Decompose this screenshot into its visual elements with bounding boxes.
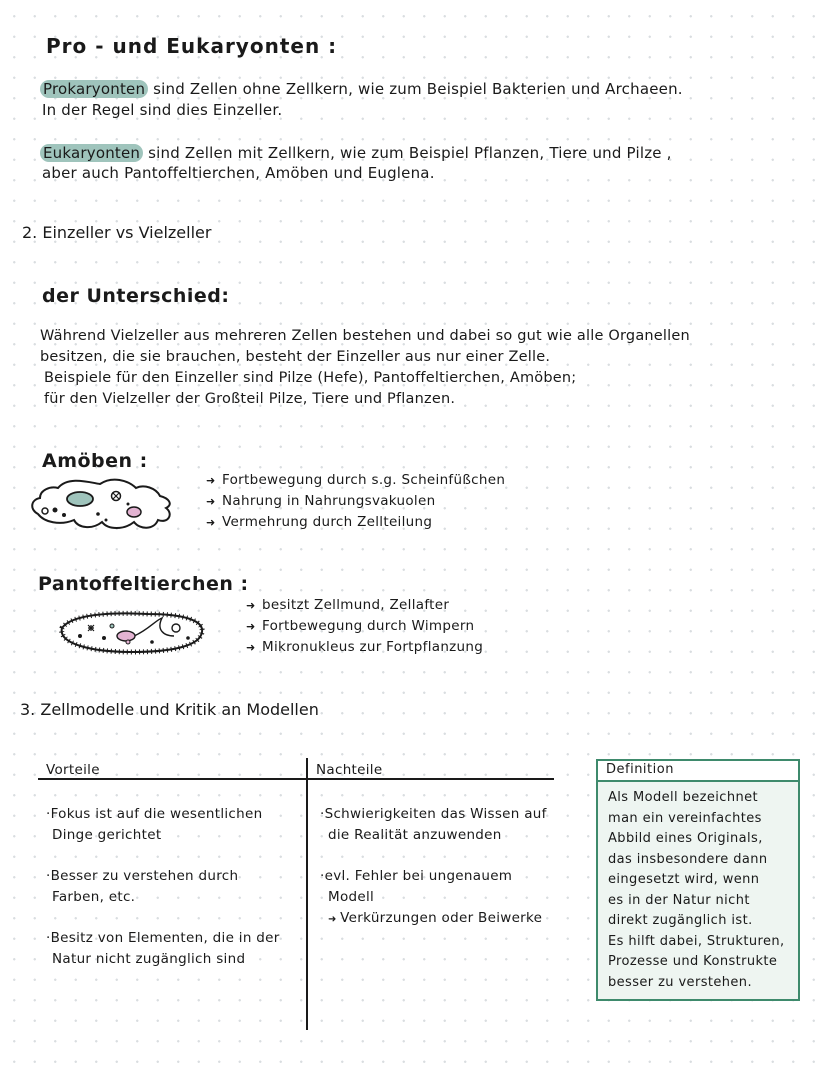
amoeba-bullets bbox=[206, 470, 505, 533]
table-column-divider bbox=[306, 758, 308, 1030]
amoeba-illustration bbox=[28, 474, 178, 534]
unterschied-subheading: der Unterschied: bbox=[42, 285, 230, 307]
list-item: ➜ besitzt Zellmund, Zellafter bbox=[246, 595, 483, 616]
list-item: ➜ Fortbewegung durch s.g. Scheinfüßchen bbox=[206, 470, 505, 491]
unterschied-line-4: für den Vielzeller der Großteil Pilze, Tiere und Pflanzen. bbox=[44, 391, 456, 407]
list-item: ➜ Nahrung in Nahrungsvakuolen bbox=[206, 491, 505, 512]
advantage-item-2: ·Besser zu verstehen durch Farben, etc. bbox=[46, 868, 239, 905]
table-header-divider bbox=[38, 778, 554, 780]
list-item: ➜ Fortbewegung durch Wimpern bbox=[246, 616, 483, 637]
prokaryonten-line1: Prokaryonten sind Zellen ohne Zellkern, wie zum Beispiel Bakterien und Archaeen. bbox=[40, 80, 683, 98]
prokaryonten-line2: In der Regel sind dies Einzeller. bbox=[42, 101, 283, 119]
eukaryonten-line2: aber auch Pantoffeltierchen, Amöben und Euglena. bbox=[42, 164, 435, 182]
definition-title: Definition bbox=[598, 761, 798, 782]
arrow-icon: ➜ bbox=[206, 474, 216, 487]
paramecium-bullets bbox=[246, 595, 483, 658]
paramecium-illustration bbox=[52, 606, 212, 658]
disadvantage-item-1: ·Schwierigkeiten das Wissen auf die Realität anzuwenden bbox=[320, 806, 547, 843]
eukaryonten-term: Eukaryonten bbox=[40, 144, 143, 162]
unterschied-line-1: Während Vielzeller aus mehreren Zellen bestehen und dabei so gut wie alle Organellen bbox=[40, 328, 690, 344]
list-item: ➜ Vermehrung durch Zellteilung bbox=[206, 512, 505, 533]
disadvantage-item-2: ·evl. Fehler bei ungenauem Modell ➜ Verkürzungen oder Beiwerke bbox=[320, 868, 543, 926]
section3-heading: 3. Zellmodelle und Kritik an Modellen bbox=[20, 700, 319, 719]
advantage-item-1: ·Fokus ist auf die wesentlichen Dinge gerichtet bbox=[46, 806, 263, 843]
advantage-item-3: ·Besitz von Elementen, die in der Natur nicht zugänglich sind bbox=[46, 930, 280, 967]
paramecium-title: Pantoffeltierchen : bbox=[38, 573, 249, 595]
section1-title: Pro - und Eukaryonten : bbox=[46, 34, 338, 58]
amoeba-title: Amöben : bbox=[42, 450, 148, 472]
unterschied-line-2: besitzen, die sie brauchen, besteht der Einzeller aus nur einer Zelle. bbox=[40, 349, 551, 365]
definition-text: Als Modell bezeichnet man ein vereinfachtes Abbild eines Originals, das insbesondere dann eingesetzt wird, wenn es in der Natur nicht direkt zugänglich ist. Es hilft dabei, Strukturen, Prozesse und Konstrukte besser zu verstehen. bbox=[608, 790, 785, 990]
arrow-icon: ➜ bbox=[328, 914, 341, 925]
prokaryonten-term: Prokaryonten bbox=[40, 80, 148, 98]
arrow-icon: ➜ bbox=[206, 516, 216, 529]
arrow-icon: ➜ bbox=[246, 641, 256, 654]
arrow-icon: ➜ bbox=[246, 599, 256, 612]
arrow-icon: ➜ bbox=[246, 620, 256, 633]
list-item: ➜ Mikronukleus zur Fortpflanzung bbox=[246, 637, 483, 658]
definition-box bbox=[596, 759, 800, 1001]
vorteile-header: Vorteile bbox=[46, 762, 100, 778]
section2-heading: 2. Einzeller vs Vielzeller bbox=[22, 223, 212, 242]
nachteile-header: Nachteile bbox=[316, 762, 383, 778]
arrow-icon: ➜ bbox=[206, 495, 216, 508]
eukaryonten-line1: Eukaryonten sind Zellen mit Zellkern, wie zum Beispiel Pflanzen, Tiere und Pilze , bbox=[40, 144, 672, 162]
unterschied-line-3: Beispiele für den Einzeller sind Pilze (Hefe), Pantoffeltierchen, Amöben; bbox=[44, 370, 577, 386]
